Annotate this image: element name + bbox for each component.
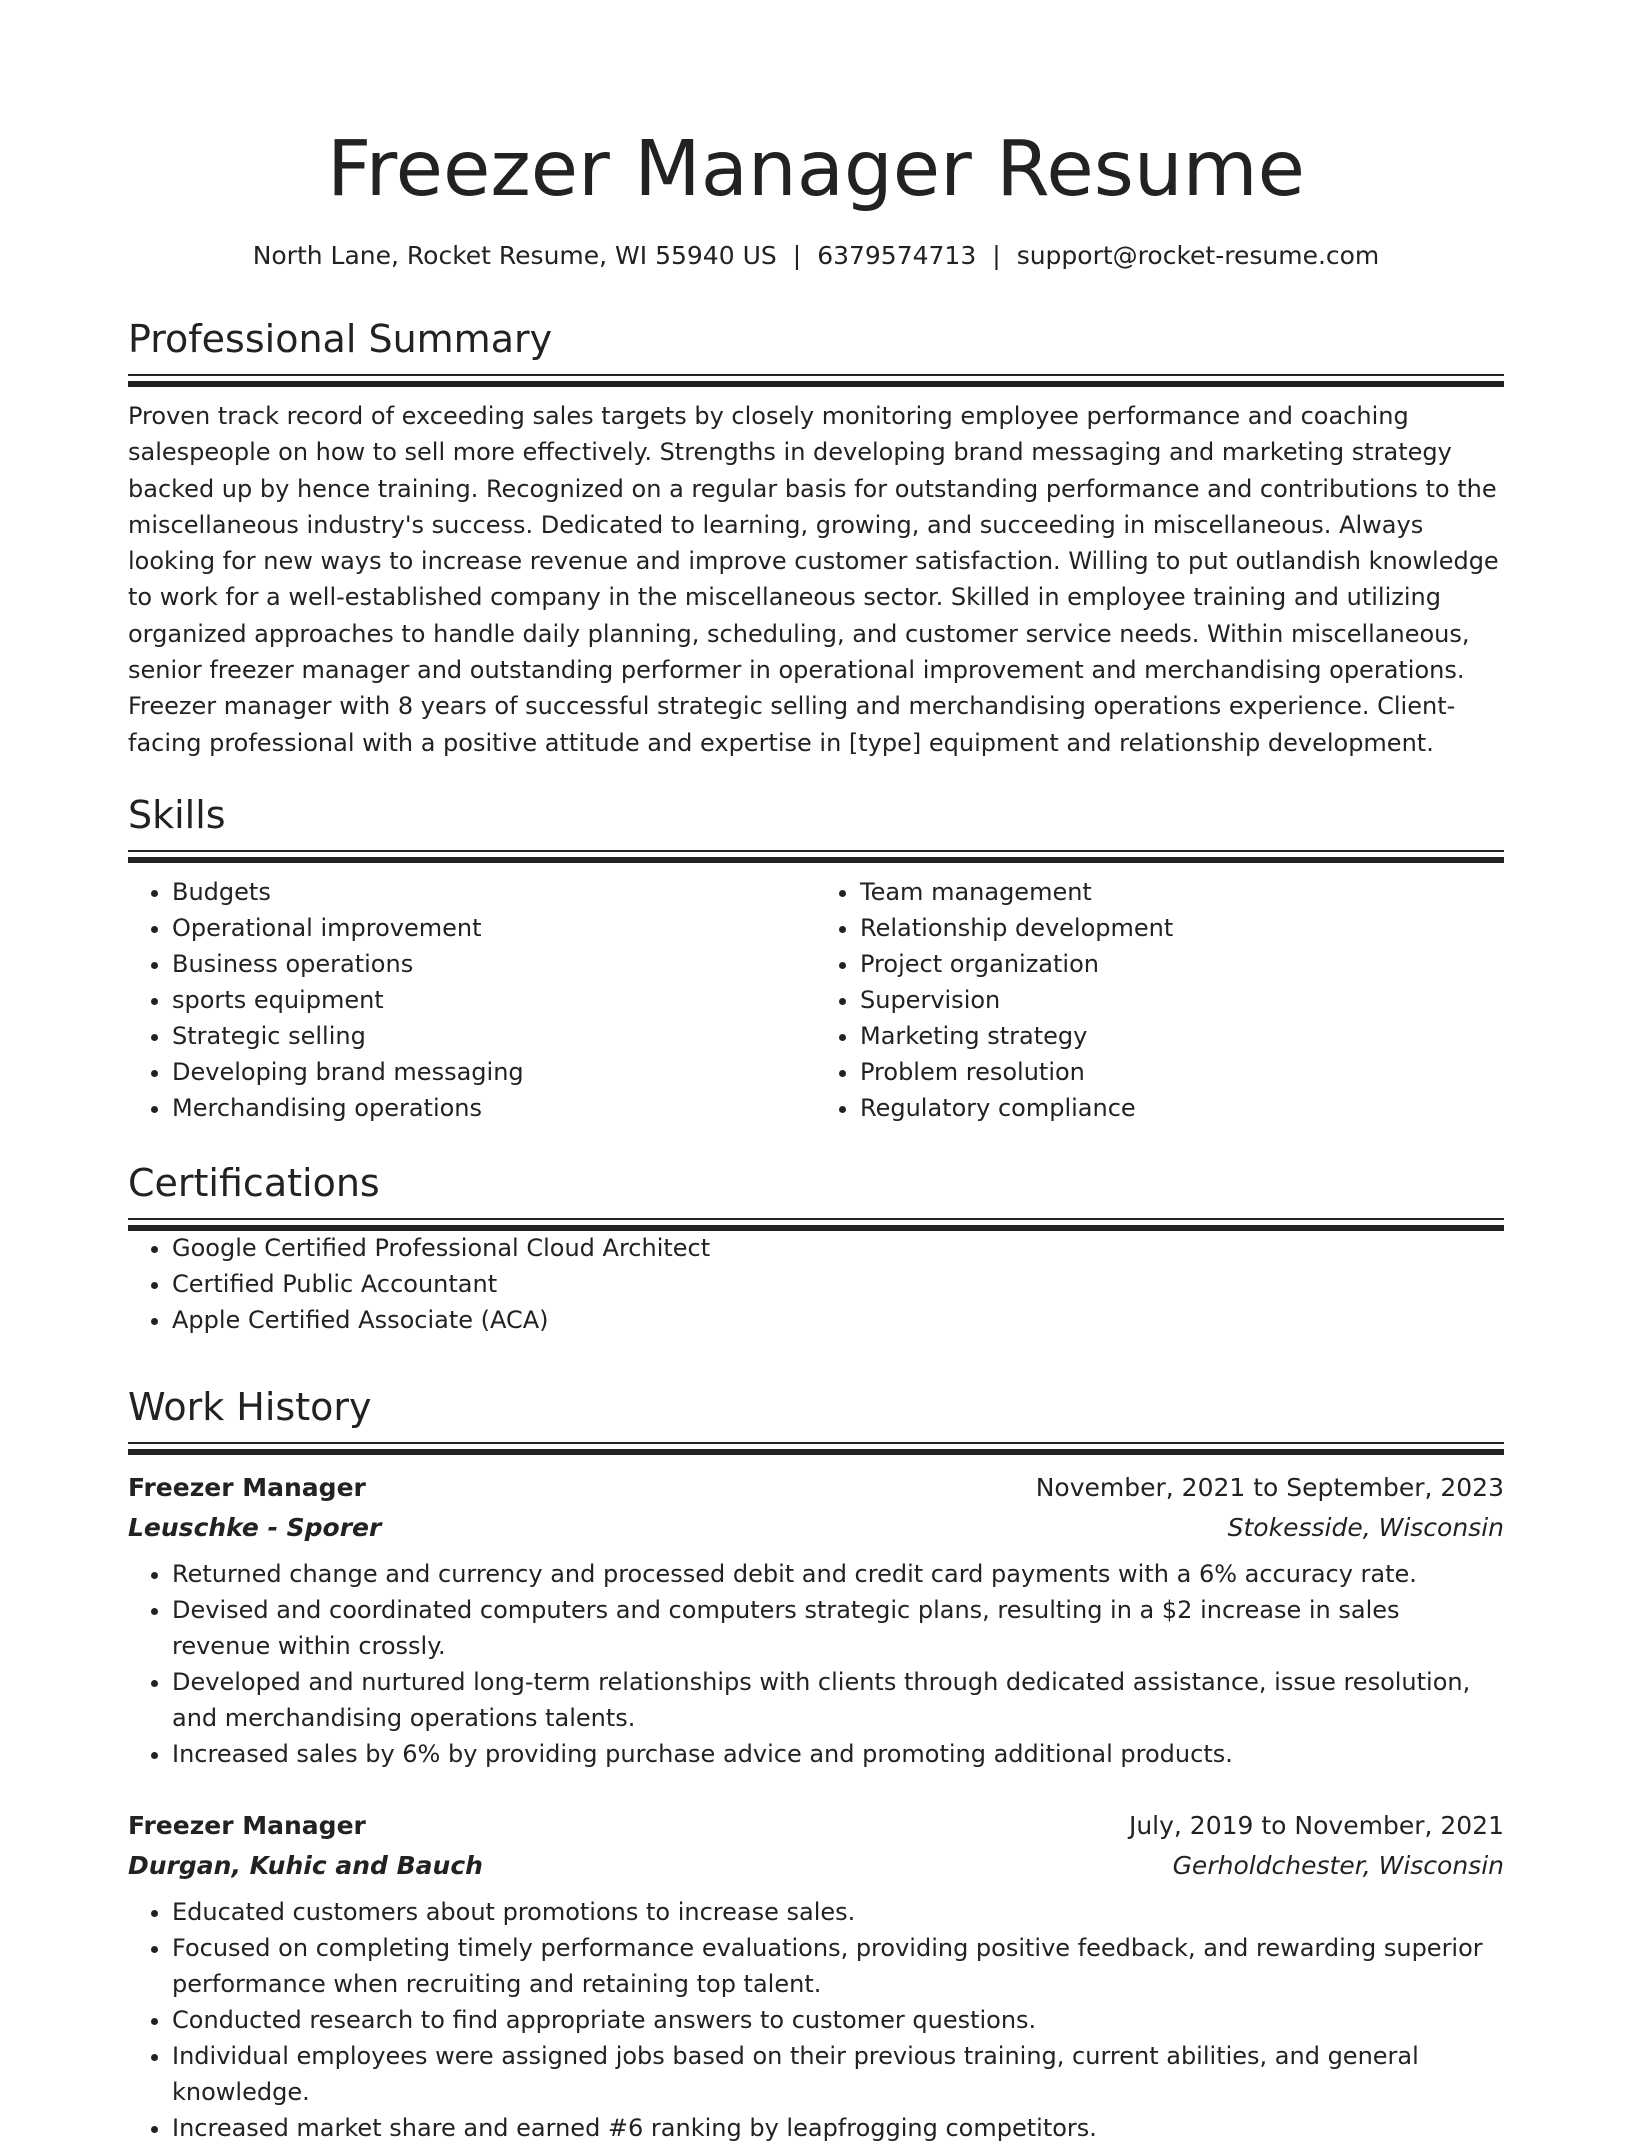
job-company-row bbox=[128, 1508, 1504, 1548]
skills-section bbox=[128, 790, 1504, 1126]
job-header-row bbox=[128, 1806, 1504, 1846]
section-divider bbox=[128, 1218, 1504, 1230]
work-history-section bbox=[128, 1382, 1504, 2146]
job-bullet: • Individual employees were assigned jobs based on their previous training, current abilities, and general knowledge. bbox=[172, 2038, 1504, 2110]
job-bullet: • Devised and coordinated computers and computers strategic plans, resulting in a $2 increase in sales revenue within crossly. bbox=[172, 1592, 1504, 1664]
certification-item: • Apple Certified Associate (ACA) bbox=[172, 1302, 1504, 1338]
certification-item: • Certified Public Accountant bbox=[172, 1266, 1504, 1302]
contact-address: North Lane, Rocket Resume, WI 55940 US bbox=[252, 241, 777, 270]
contact-line bbox=[128, 238, 1504, 274]
skill-item: • Regulatory compliance bbox=[860, 1090, 1504, 1126]
job-company-row bbox=[128, 1846, 1504, 1886]
job-dates: July, 2019 to November, 2021 bbox=[1128, 1811, 1504, 1840]
contact-email: support@rocket-resume.com bbox=[1016, 241, 1380, 270]
skill-item: • Project organization bbox=[860, 946, 1504, 982]
certifications-section bbox=[128, 1158, 1504, 1338]
skills-list-left bbox=[128, 874, 816, 1126]
job-entry bbox=[128, 1468, 1504, 1772]
skill-item: • Team management bbox=[860, 874, 1504, 910]
summary-section bbox=[128, 314, 1504, 785]
job-title: Freezer Manager bbox=[128, 1811, 366, 1840]
section-divider bbox=[128, 850, 1504, 862]
skill-item: • Relationship development bbox=[860, 910, 1504, 946]
section-heading-summary: Professional Summary bbox=[128, 317, 553, 361]
skill-item: • Operational improvement bbox=[172, 910, 816, 946]
job-bullets bbox=[128, 1556, 1504, 1772]
job-header-row bbox=[128, 1468, 1504, 1508]
section-divider bbox=[128, 1442, 1504, 1454]
contact-phone: 6379574713 bbox=[817, 241, 977, 270]
skill-item: • Developing brand messaging bbox=[172, 1054, 816, 1090]
job-location: Stokesside, Wisconsin bbox=[1227, 1513, 1504, 1542]
job-company: Durgan, Kuhic and Bauch bbox=[128, 1851, 483, 1880]
job-location: Gerholdchester, Wisconsin bbox=[1172, 1851, 1504, 1880]
certification-item: • Google Certified Professional Cloud Architect bbox=[172, 1230, 1504, 1266]
job-bullet: • Conducted research to find appropriate answers to customer questions. bbox=[172, 2002, 1504, 2038]
skills-columns bbox=[128, 874, 1504, 1126]
skill-item: • Marketing strategy bbox=[860, 1018, 1504, 1054]
skill-item: • Supervision bbox=[860, 982, 1504, 1018]
summary-text: Proven track record of exceeding sales targets by closely monitoring employee performance and coaching salespeople on how to sell more effectively. Strengths in developing brand messaging and marketing strategy backed up by hence training. Recognized on a regular basis for outstanding performance and contributions to the miscellaneous industry's success. Dedicated to learning, growing, and succeeding in miscellaneous. Always looking for new ways to increase revenue and improve customer satisfaction. Willing to put outlandish knowledge to work for a well-established company in the miscellaneous sector. Skilled in employee training and utilizing organized approaches to handle daily planning, scheduling, and customer service needs. Within miscellaneous, senior freezer manager and outstanding performer in operational improvement and merchandising operations. Freezer manager with 8 years of successful strategic selling and merchandising operations experience. Client-facing professional with a positive attitude and expertise in [type] equipment and relationship development. bbox=[128, 402, 1499, 757]
job-bullets bbox=[128, 1894, 1504, 2146]
certifications-list bbox=[128, 1230, 1504, 1338]
contact-separator: | bbox=[992, 241, 1001, 270]
section-heading-certifications: Certifications bbox=[128, 1161, 380, 1205]
job-bullet: • Returned change and currency and processed debit and credit card payments with a 6% accuracy rate. bbox=[172, 1556, 1504, 1592]
skills-list-right bbox=[816, 874, 1504, 1126]
job-bullet: • Focused on completing timely performance evaluations, providing positive feedback, and rewarding superior performance when recruiting and retaining top talent. bbox=[172, 1930, 1504, 2002]
skill-item: • Strategic selling bbox=[172, 1018, 816, 1054]
job-dates: November, 2021 to September, 2023 bbox=[1035, 1473, 1504, 1502]
skill-item: • Budgets bbox=[172, 874, 816, 910]
skill-item: • Business operations bbox=[172, 946, 816, 982]
skill-item: • Merchandising operations bbox=[172, 1090, 816, 1126]
section-heading-skills: Skills bbox=[128, 793, 226, 837]
section-heading-work-history: Work History bbox=[128, 1385, 372, 1429]
job-title: Freezer Manager bbox=[128, 1473, 366, 1502]
resume-title: Freezer Manager Resume bbox=[326, 125, 1306, 214]
job-bullet: • Increased sales by 6% by providing purchase advice and promoting additional products. bbox=[172, 1736, 1504, 1772]
job-bullet: • Educated customers about promotions to increase sales. bbox=[172, 1894, 1504, 1930]
job-bullet: • Increased market share and earned #6 ranking by leapfrogging competitors. bbox=[172, 2110, 1504, 2146]
job-entry bbox=[128, 1806, 1504, 2146]
section-divider bbox=[128, 374, 1504, 386]
job-bullet: • Developed and nurtured long-term relationships with clients through dedicated assistance, issue resolution, and merchandising operations talents. bbox=[172, 1664, 1504, 1736]
job-company: Leuschke - Sporer bbox=[128, 1513, 382, 1542]
skill-item: • sports equipment bbox=[172, 982, 816, 1018]
skill-item: • Problem resolution bbox=[860, 1054, 1504, 1090]
contact-separator: | bbox=[792, 241, 802, 270]
